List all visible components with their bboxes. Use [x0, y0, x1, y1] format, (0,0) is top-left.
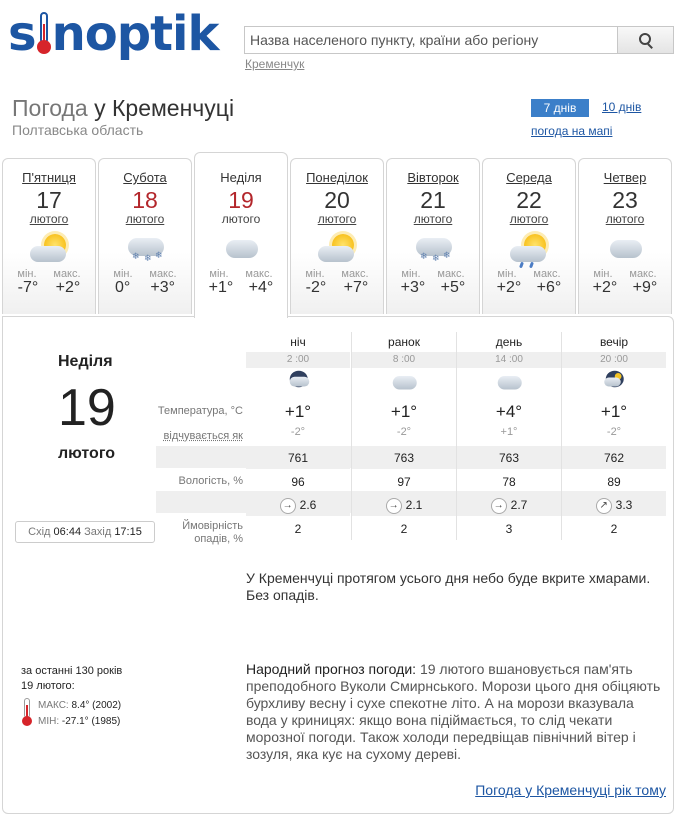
- search-box: [244, 26, 674, 54]
- max-temp: +5°: [440, 279, 466, 296]
- min-temp: -2°: [305, 279, 327, 296]
- period-column: [456, 332, 561, 540]
- cloud-icon: [457, 370, 561, 398]
- day-tab-20[interactable]: [290, 158, 384, 314]
- max-temp: +7°: [343, 279, 369, 296]
- page-title: Погода у Кременчуці: [12, 95, 235, 121]
- period-name: ранок: [388, 335, 420, 349]
- day-month: лютого: [509, 212, 549, 226]
- search-input[interactable]: [246, 27, 624, 53]
- wind-direction-icon: →: [280, 498, 296, 514]
- label-precipitation: Ймовірність опадів, %: [182, 520, 243, 545]
- day-number: 20: [324, 187, 350, 213]
- max-label: макс.: [245, 268, 273, 280]
- detail-month: лютого: [58, 445, 116, 462]
- tab-10-days[interactable]: 10 днів: [602, 100, 642, 114]
- sun-cloud-icon: [312, 232, 362, 266]
- period-humidity: 97: [397, 475, 411, 489]
- period-pressure: 762: [562, 447, 666, 469]
- day-number: 18: [132, 187, 158, 213]
- day-tab-21[interactable]: [386, 158, 480, 314]
- day-tab-18[interactable]: [98, 158, 192, 314]
- max-temp: +9°: [632, 279, 658, 296]
- sunrise-sunset: Схід 06:44 Захід 17:15: [15, 521, 155, 543]
- day-tab-17[interactable]: [2, 158, 96, 314]
- label-humidity: Вологість, %: [178, 475, 243, 487]
- max-label: макс.: [149, 268, 177, 280]
- moon-cloud-icon: [562, 370, 666, 398]
- tab-7-days[interactable]: 7 днів: [531, 99, 589, 117]
- period-feels: -2°: [606, 426, 622, 438]
- max-label: макс.: [533, 268, 561, 280]
- sun-rain-icon: [504, 232, 554, 266]
- day-name: Понеділок: [306, 170, 368, 185]
- wind-direction-icon: →: [491, 498, 507, 514]
- period-name: день: [495, 335, 523, 349]
- day-name: П'ятниця: [22, 170, 76, 185]
- min-temp: +1°: [208, 279, 234, 296]
- day-month: лютого: [125, 212, 165, 226]
- sinoptik-logo[interactable]: s noptik: [8, 6, 219, 62]
- max-label: макс.: [437, 268, 465, 280]
- period-time: 14 :00: [457, 352, 561, 368]
- day-number: 19: [228, 187, 254, 213]
- min-temp: 0°: [115, 279, 131, 296]
- day-tab-23[interactable]: [578, 158, 672, 314]
- period-name: вечір: [599, 335, 629, 349]
- year-ago-link[interactable]: Погода у Кременчуці рік тому: [475, 782, 666, 798]
- day-number: 21: [420, 187, 446, 213]
- weather-map-link[interactable]: погода на мапі: [531, 124, 613, 138]
- period-feels: -2°: [290, 426, 306, 438]
- period-feels: -2°: [396, 426, 412, 438]
- sun-cloud-icon: [24, 232, 74, 266]
- thermometer-icon: [37, 8, 51, 54]
- day-month: лютого: [221, 212, 261, 226]
- day-name: Четвер: [603, 170, 647, 185]
- period-humidity: 89: [607, 475, 621, 489]
- history-min: МІН: -27.1° (1985): [38, 716, 121, 727]
- label-feels-like[interactable]: відчувається як: [163, 430, 243, 442]
- max-temp: +4°: [248, 279, 274, 296]
- min-temp: +3°: [400, 279, 426, 296]
- period-humidity: 96: [291, 475, 305, 489]
- period-pressure: 763: [457, 447, 561, 469]
- search-icon: [639, 33, 653, 47]
- max-temp: +6°: [536, 279, 562, 296]
- period-column: [561, 332, 666, 540]
- min-label: мін.: [17, 268, 37, 280]
- label-temperature: Температура, °C: [157, 405, 243, 417]
- period-temp: +1°: [284, 402, 312, 421]
- period-time: 20 :00: [562, 352, 666, 368]
- min-label: мін.: [305, 268, 325, 280]
- period-column: [246, 332, 350, 540]
- period-wind: → 2.7: [457, 494, 561, 516]
- day-month: лютого: [317, 212, 357, 226]
- day-month: лютого: [413, 212, 453, 226]
- period-time: 2 :00: [246, 352, 350, 368]
- max-label: макс.: [341, 268, 369, 280]
- day-number: 23: [612, 187, 638, 213]
- period-precipitation: 2: [294, 522, 302, 536]
- snow-cloud-icon: ❄ ❄ ❄: [408, 232, 458, 266]
- min-temp: +2°: [496, 279, 522, 296]
- history-max: МАКС: 8.4° (2002): [38, 700, 122, 711]
- min-temp: -7°: [17, 279, 39, 296]
- period-humidity: 78: [502, 475, 516, 489]
- wind-direction-icon: ↗: [596, 498, 612, 514]
- day-name: Субота: [123, 170, 167, 185]
- min-label: мін.: [593, 268, 613, 280]
- period-temp: +1°: [600, 402, 628, 421]
- max-label: макс.: [629, 268, 657, 280]
- min-label: мін.: [497, 268, 517, 280]
- day-name: Середа: [506, 170, 552, 185]
- detail-day-name: Неділя: [58, 353, 113, 370]
- period-pressure: 763: [352, 447, 456, 469]
- min-label: мін.: [401, 268, 421, 280]
- wind-direction-icon: →: [386, 498, 402, 514]
- max-temp: +3°: [150, 279, 175, 296]
- history-title: за останні 130 років 19 лютого:: [21, 665, 123, 692]
- region-subtitle: Полтавська область: [12, 122, 144, 138]
- min-label: мін.: [113, 268, 133, 280]
- period-wind: → 2.1: [352, 494, 456, 516]
- period-feels: +1°: [500, 426, 518, 438]
- day-month: лютого: [29, 212, 69, 226]
- day-tab-19[interactable]: [194, 152, 288, 318]
- max-temp: +2°: [55, 279, 81, 296]
- day-description: У Кременчуці протягом усього дня небо буде вкрите хмарами. Без опадів.: [246, 570, 651, 603]
- day-month: лютого: [605, 212, 645, 226]
- period-wind: ↗ 3.3: [562, 494, 666, 516]
- night-cloud-icon: [246, 370, 350, 398]
- period-time: 8 :00: [352, 352, 456, 368]
- period-pressure: 761: [246, 447, 350, 469]
- period-temp: +1°: [390, 402, 418, 421]
- day-name: Вівторок: [407, 170, 459, 185]
- period-precipitation: 3: [505, 522, 513, 536]
- min-label: мін.: [209, 268, 229, 280]
- period-precipitation: 2: [610, 522, 618, 536]
- period-wind: → 2.6: [246, 494, 350, 516]
- day-number: 22: [516, 187, 542, 213]
- period-column: [351, 332, 456, 540]
- period-name: ніч: [290, 335, 306, 349]
- snow-cloud-icon: ❄ ❄ ❄: [120, 232, 170, 266]
- day-name: Неділя: [220, 170, 262, 185]
- max-label: макс.: [53, 268, 81, 280]
- day-tabs: [0, 158, 679, 318]
- detail-day-number: 19: [58, 379, 116, 437]
- period-temp: +4°: [495, 402, 523, 421]
- day-tab-22[interactable]: [482, 158, 576, 314]
- cloud-icon: [352, 370, 456, 398]
- thermometer-icon: [22, 698, 32, 726]
- min-temp: +2°: [592, 279, 618, 296]
- cloud-icon: [600, 232, 650, 266]
- day-number: 17: [36, 187, 62, 213]
- cloud-icon: [216, 232, 266, 266]
- recent-city-link[interactable]: Кременчук: [245, 57, 305, 71]
- search-button[interactable]: [617, 27, 673, 53]
- folk-forecast: Народний прогноз погоди: 19 лютого вшановується пам'ять преподобного Вуколи Смирнського. Морози цього дня обіцяють бурхливу весну і сухе спекотне літо. А на морози вказувала вода у криницях: якщо вона підіймається, то слід чекати морозної погоди. Також холоди передвіщав північний вітер і зозуля, яка кує на сухому дереві.: [246, 661, 661, 762]
- period-precipitation: 2: [400, 522, 408, 536]
